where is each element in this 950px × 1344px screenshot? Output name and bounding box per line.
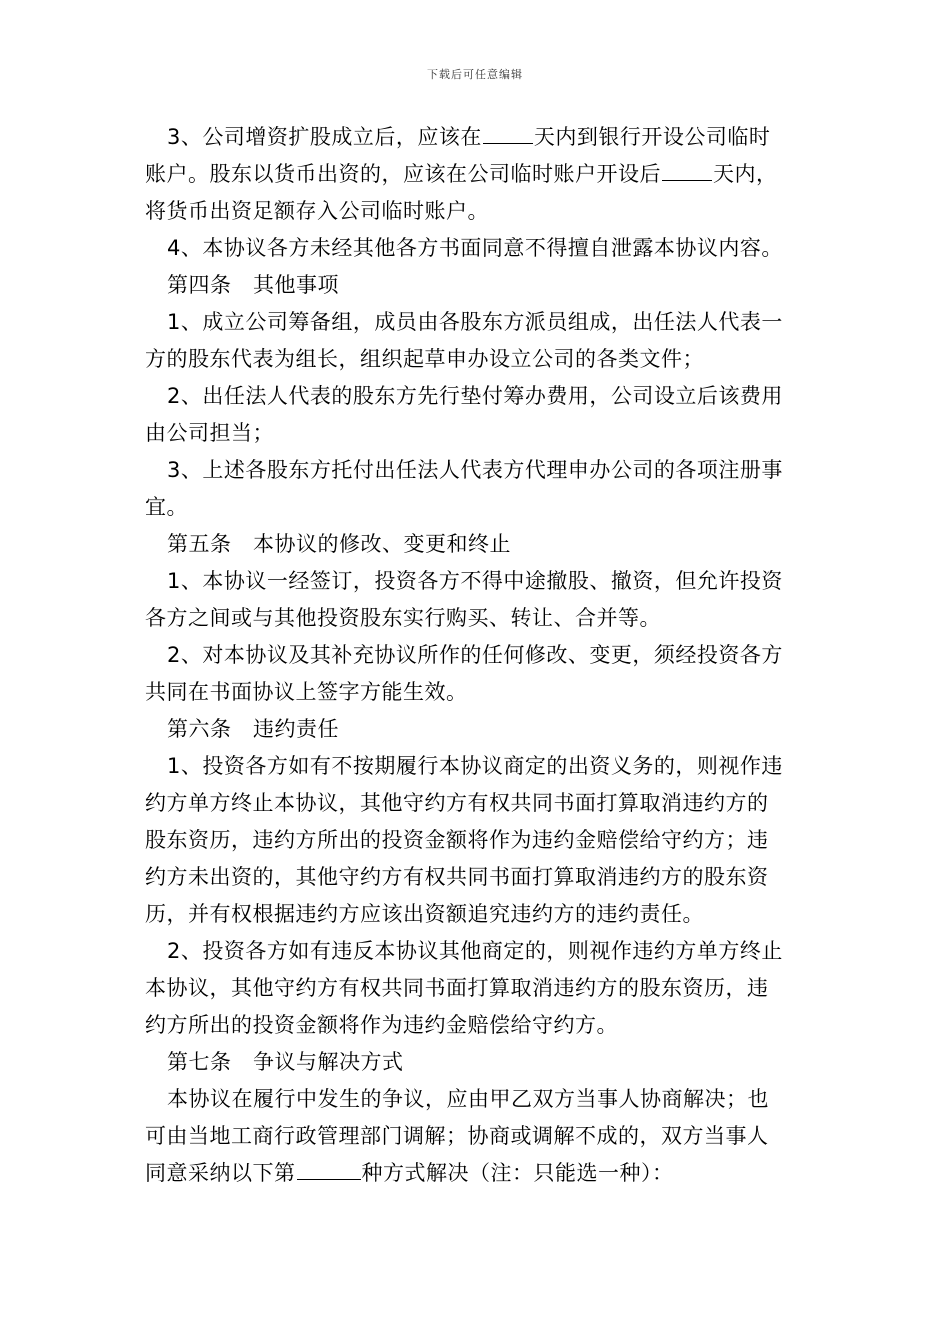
article-4-item-3-line-1: 3、上述各股东方托付出任法人代表方代理申办公司的各项注册事	[167, 458, 783, 482]
blank-field-days-1[interactable]	[483, 121, 533, 144]
blank-field-method-choice[interactable]	[297, 1157, 361, 1180]
article-7-para-line-1: 本协议在履行中发生的争议，应由甲乙双方当事人协商解决；也	[167, 1087, 769, 1111]
page-header: 下载后可任意编辑	[427, 68, 523, 81]
clause-4-line-1: 4、本协议各方未经其他各方书面同意不得擅自泄露本协议内容。	[167, 236, 783, 260]
article-7-title: 第七条 争议与解决方式	[167, 1050, 404, 1074]
article-6-item-1-line-3: 股东资历，违约方所出的投资金额将作为违约金赔偿给守约方；违	[145, 828, 769, 852]
blank-field-days-2[interactable]	[662, 158, 712, 181]
article-5-item-1-line-1: 1、本协议一经签订，投资各方不得中途撤股、撤资，但允许投资	[167, 569, 783, 593]
article-6-item-2-line-3: 约方所出的投资金额将作为违约金赔偿给守约方。	[145, 1013, 618, 1037]
clause-3-line-3: 将货币出资足额存入公司临时账户。	[145, 199, 489, 223]
article-4-item-3-line-2: 宜。	[145, 495, 188, 519]
article-7-para-line-2: 可由当地工商行政管理部门调解；协商或调解不成的，双方当事人	[145, 1124, 769, 1148]
article-6-title: 第六条 违约责任	[167, 717, 339, 741]
article-6-item-1-line-4: 约方未出资的，其他守约方有权共同书面打算取消违约方的股东资	[145, 865, 769, 889]
article-6-item-1-line-5: 历，并有权根据违约方应该出资额追究违约方的违约责任。	[145, 902, 704, 926]
article-5-item-1-line-2: 各方之间或与其他投资股东实行购买、转让、合并等。	[145, 606, 661, 630]
clause-3-line-2: 账户。股东以货币出资的，应该在公司临时账户开设后 天内，	[145, 156, 815, 193]
clause-3-line-1: 3、公司增资扩股成立后，应该在 天内到银行开设公司临时	[145, 119, 815, 156]
article-4-item-2-line-1: 2、出任法人代表的股东方先行垫付筹办费用，公司设立后该费用	[167, 384, 783, 408]
article-4-item-1-line-1: 1、成立公司筹备组，成员由各股东方派员组成，出任法人代表一	[167, 310, 783, 334]
article-5-item-2-line-1: 2、对本协议及其补充协议所作的任何修改、变更，须经投资各方	[167, 643, 783, 667]
article-6-item-1-line-2: 约方单方终止本协议，其他守约方有权共同书面打算取消违约方的	[145, 791, 769, 815]
document-body	[145, 119, 815, 1192]
article-5-item-2-line-2: 共同在书面协议上签字方能生效。	[145, 680, 468, 704]
article-6-item-2-line-1: 2、投资各方如有违反本协议其他商定的，则视作违约方单方终止	[167, 939, 783, 963]
article-6-item-2-line-2: 本协议，其他守约方有权共同书面打算取消违约方的股东资历，违	[145, 976, 769, 1000]
article-4-item-2-line-2: 由公司担当；	[145, 421, 274, 445]
article-5-title: 第五条 本协议的修改、变更和终止	[167, 532, 511, 556]
article-4-title: 第四条 其他事项	[167, 273, 339, 297]
article-7-para-line-3: 同意采纳以下第 种方式解决（注：只能选一种）：	[145, 1155, 815, 1192]
article-6-item-1-line-1: 1、投资各方如有不按期履行本协议商定的出资义务的，则视作违	[167, 754, 783, 778]
article-4-item-1-line-2: 方的股东代表为组长，组织起草申办设立公司的各类文件；	[145, 347, 704, 371]
